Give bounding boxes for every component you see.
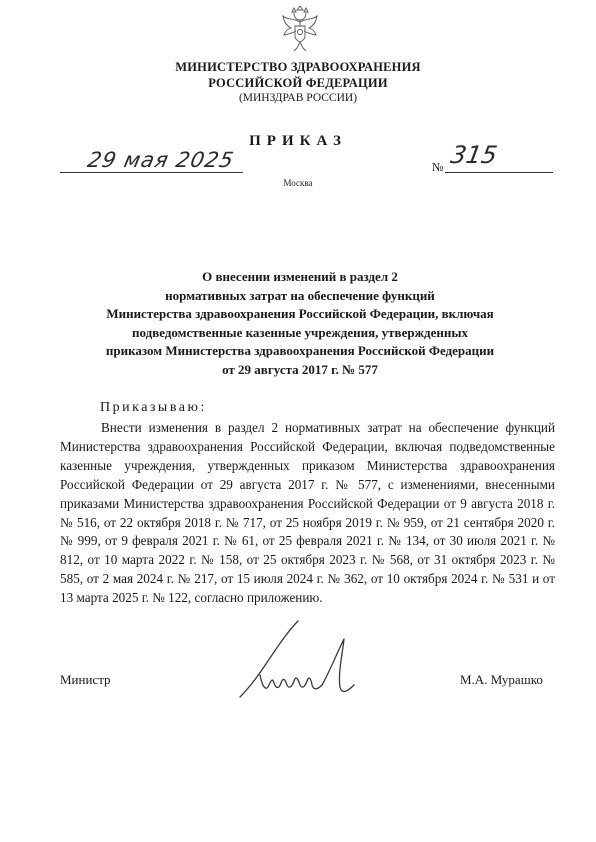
order-number-sign: № [432,160,444,174]
order-body-paragraph: Внести изменения в раздел 2 нормативных затрат на обеспечение функций Министерства здравоохранения Российской Федерации, включая подведомственные казенные учреждения, утвержденных приказом Министерства здравоохранения Российской Федерации от 29 августа 2017 г. № 577, с изменениями, внесенными приказами Министерства здравоохранения Российской Федерации от 9 августа 2018 г. № 516, от 22 октября 2018 г. № 717, от 25 ноября 2019 г. № 959, от 21 сентября 2020 г. № 999, от 9 февраля 2021 г. № 61, от 25 февраля 2021 г. № 134, от 30 июля 2021 г. № 812, от 10 марта 2022 г. № 158, от 25 октября 2023 г. № 568, от 31 октября 2023 г. № 585, от 2 мая 2024 г. № 217, от 15 июля 2024 г. № 362, от 10 октября 2024 г. № 531 и от 13 марта 2025 г. № 122, согласно приложению. [60,420,555,606]
signatory-name: М.А. Мурашко [460,672,543,687]
ministry-name-line2: РОССИЙСКОЙ ФЕДЕРАЦИИ [208,76,388,90]
coat-of-arms-icon [281,6,319,52]
subject-line: Министерства здравоохранения Российской Федерации, включая [106,306,494,321]
order-number: 315 [448,141,500,169]
ministry-name-line1: МИНИСТЕРСТВО ЗДРАВООХРАНЕНИЯ [175,60,421,74]
subject-line: приказом Министерства здравоохранения Российской Федерации [105,343,495,358]
signatory-title: Министр [60,672,111,687]
subject-line: подведомственные казенные учреждения, утвержденных [132,324,468,340]
order-title: ПРИКАЗ [249,133,347,149]
subject-line: О внесении изменений в раздел 2 [202,269,398,284]
number-underline [445,172,553,173]
city-label: Москва [283,178,313,188]
order-subject [60,268,540,379]
decree-word: Приказываю: [100,400,207,415]
order-date: 29 мая 2025 [85,148,237,172]
ministry-short-name: (МИНЗДРАВ РОССИИ) [238,92,358,104]
subject-line: от 29 августа 2017 г. № 577 [222,361,378,377]
subject-line: нормативных затрат на обеспечение функций [165,287,435,303]
handwritten-signature-icon [232,615,362,705]
date-underline [60,172,243,173]
